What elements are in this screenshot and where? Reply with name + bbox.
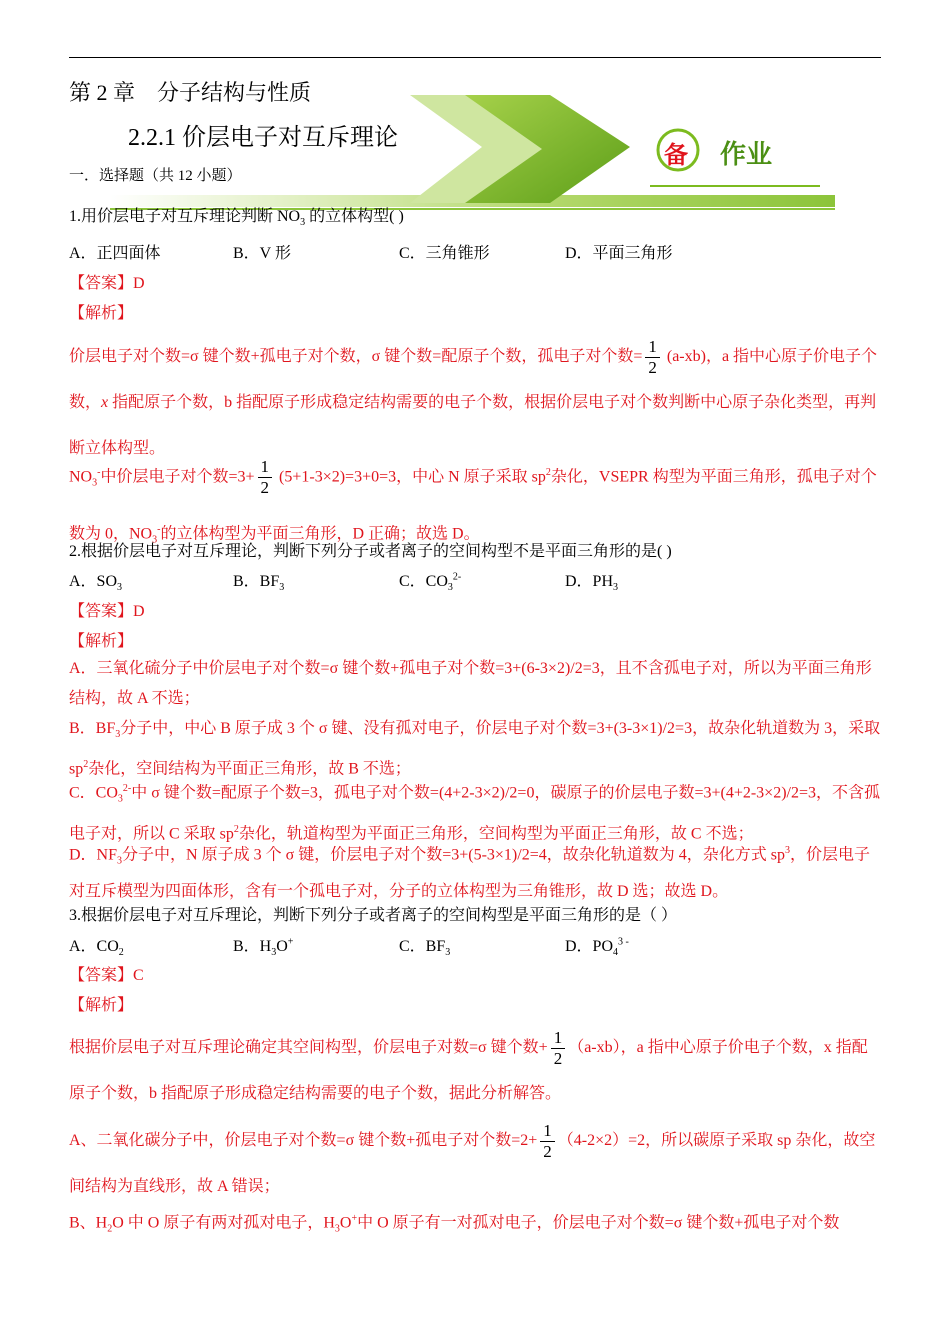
q3-option-c: C．$BF_3$ [399,938,451,959]
q3-stem: 3.根据价层电子对互斥理论，判断下列分子或者离子的空间构型是平面三角形的是（ ） [69,907,678,924]
q3-answer: 【答案】C [69,967,144,984]
q2-analysis-label: 【解析】 [69,633,134,650]
q3-option-d: D．$PO_4^{3 -}$ [565,936,629,959]
q1-analysis-label: 【解析】 [69,305,134,322]
q3-option-a: A．$CO_2$ [69,938,124,959]
q2-analysis-d: D．$NF_3$分子中，N 原子成 3 个 σ 键，价层电子对个数=3+(5-3×1)/2=4，故杂化轨道数为 4，杂化方式 $sp^3$，价层电子对互斥模型为四面体形，含有一个孤电子对，分子的立体构型为三角锥形，故 D 选；故选 D。 [69,845,870,900]
q3-analysis-p3: B、$H_2O$ 中 O 原子有两对孤对电子，$H_3O^+$中 O 原子有一对孤对电子，价层电子对个数=σ 键个数+孤电子对个数 [69,1213,840,1235]
q1-option-b: B．V 形 [233,245,291,262]
q3-analysis-p2: A、二氧化碳分子中，价层电子对个数=σ 键个数+孤电子对个数=2+ $\frac{1}{2}$ （4-2×2）=2，所以碳原子采取 sp 杂化，故空间结构为直线形，故 A 错误； [69,1120,876,1195]
q2-option-c: C．$CO_3^{2-}$ [399,571,462,594]
q1-option-d: D．平面三角形 [565,245,673,262]
fraction-half: $\frac{1}{2}$ [645,337,660,378]
q2-analysis-b: B．$BF_3$分子中，中心 B 原子成 3 个 σ 键、没有孤对电子，价层电子对个数=3+(3-3×1)/2=3，故杂化轨道数为 3，采取 $sp^2$杂化，空间结构为平面正三角形，故 B 不选； [69,720,881,778]
q2-stem: 2.根据价层电子对互斥理论，判断下列分子或者离子的空间构型不是平面三角形的是( ) [69,543,672,560]
q3-analysis-p1: 根据价层电子对互斥理论确定其空间构型，价层电子对数=σ 键个数+ $\frac{1}{2}$ （a-xb），a 指中心原子价电子个数，x 指配原子个数，b 指配原子形成稳定结构需要的电子个数，据此分析解答。 [69,1027,868,1102]
q1-answer: 【答案】D [69,275,145,292]
q2-option-d: D．$PH_3$ [565,573,619,594]
q1-option-a: A．正四面体 [69,245,161,262]
q2-option-b: B．$BF_3$ [233,573,285,594]
header-rule [69,57,881,58]
badge-text: 作业 [720,140,773,170]
q2-answer: 【答案】D [69,603,145,620]
q1-analysis-p1: 价层电子对个数=σ 键个数+孤电子对个数，σ 键个数=配原子个数，孤电子对个数= $\frac{1}{2}$ (a-xb)，a 指中心原子价电子个数，x 指配原子个数，b 指配原子形成稳定结构需要的电子个数，根据价层电子对个数判断中心原子杂化类型，再判断立体构型。 [69,336,878,457]
section-heading: 一．选择题（共 12 小题） [69,168,242,184]
q2-analysis-c: C．$CO_3^{2-}$中 σ 键个数=配原子个数=3，孤电子对个数=(4+2-3×2)/2=0，碳原子的价层电子数=3+(4+2-3×2)/2=3，不含孤电子对，所以 C 采取 $sp^2$杂化，轨道构型为平面正三角形，空间构型为平面正三角形，故 C 不选； [69,783,880,842]
fraction-half: $\frac{1}{2}$ [540,1121,555,1162]
fraction-half: $\frac{1}{2}$ [258,457,273,498]
lesson-title: 2.2.1 价层电子对互斥理论 [128,125,398,151]
q2-analysis-a: A．三氧化硫分子中价层电子对个数=σ 键个数+孤电子对个数=3+(6-3×2)/2=3，且不含孤电子对，所以为平面三角形结构，故 A 不选； [69,660,872,707]
q2-option-a: A．$SO_3$ [69,573,123,594]
q3-analysis-label: 【解析】 [69,997,134,1014]
chapter-number: 第 2 章 [69,80,136,105]
chapter-title: 分子结构与性质 [157,80,312,105]
q1-stem: 1.用价层电子对互斥理论判断 $NO_3$ 的立体构型( ) [69,208,404,229]
q1-analysis-p2: $NO_3^-$中价层电子对个数=3+ $\frac{1}{2}$ (5+1-3×2)=3+0=3，中心 N 原子采取 $sp^2$杂化，VSEPR 构型为平面三角形，孤电子对个数为 0，$NO_3^-$的立体构型为平面三角形，D 正确；故选 D。 [69,457,877,546]
q3-option-b: B．$H_3O^+$ [233,936,294,959]
fraction-half: $\frac{1}{2}$ [551,1028,566,1069]
q1-option-c: C．三角锥形 [399,245,490,262]
badge-char: 备 [664,141,688,169]
